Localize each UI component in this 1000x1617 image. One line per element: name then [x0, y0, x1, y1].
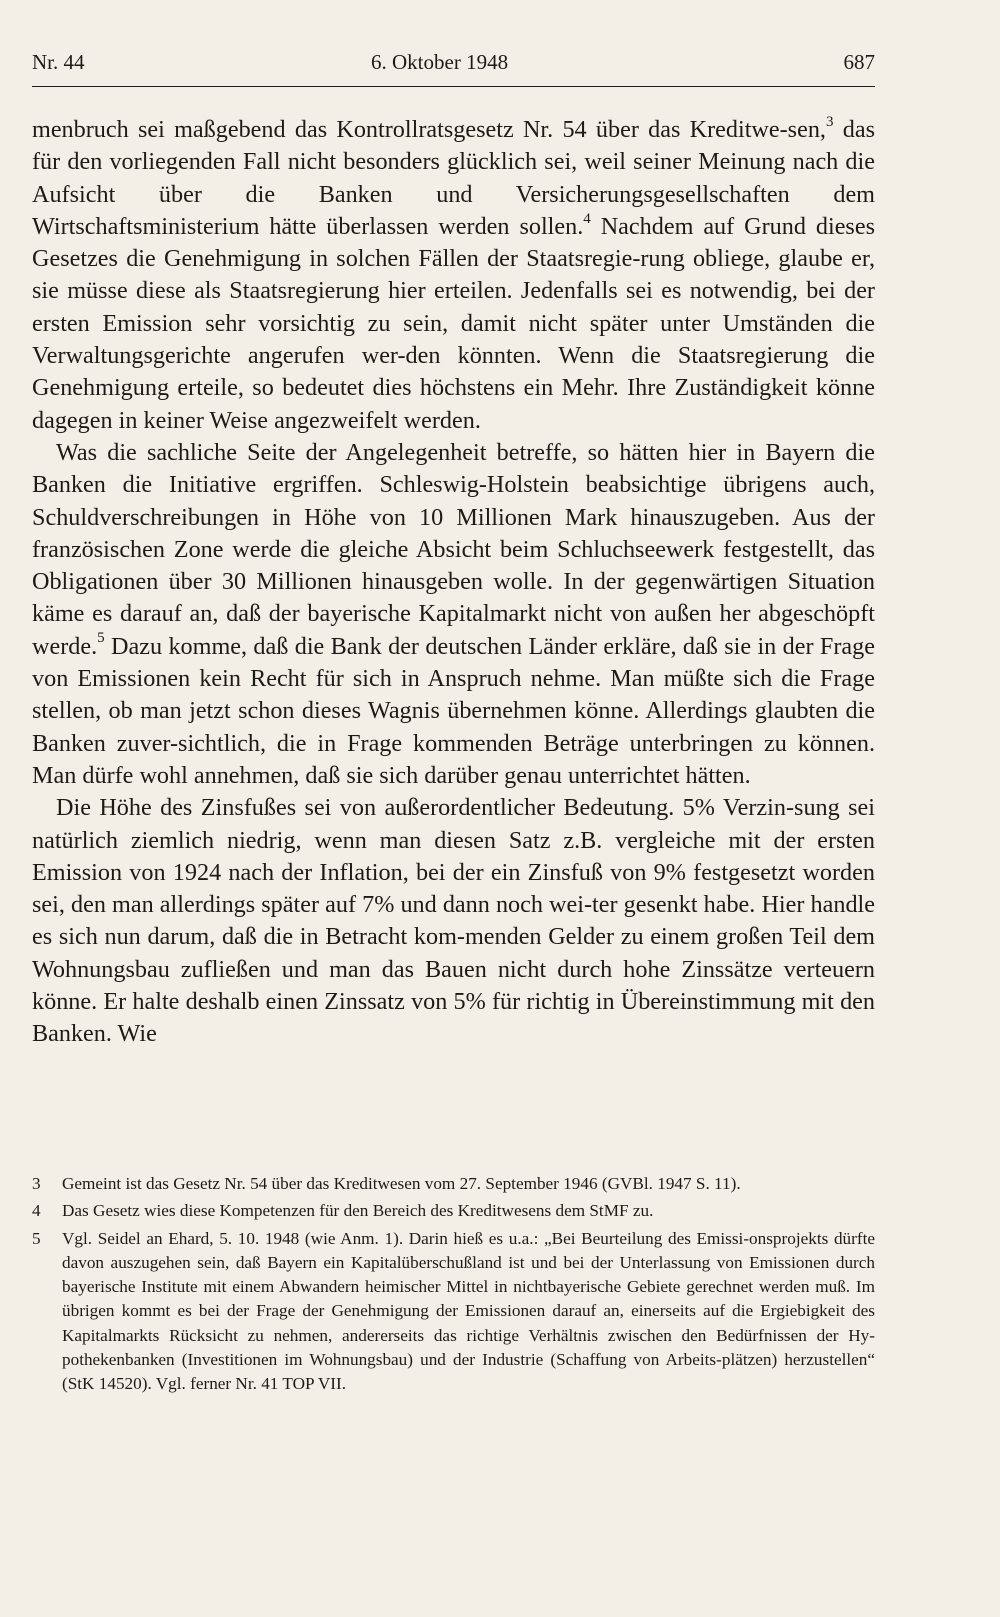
- body-text: [32, 114, 875, 1051]
- paragraph-text: Was die sachliche Seite der Angelegenheit betreffe, so hätten hier in Bayern die Banken die Initiative ergriffen. Schleswig-Holstein beabsichtige übrigens auch, Schuldverschreibungen in Höhe von 10 Millionen Mark hinauszugeben. Aus der französischen Zone werde die gleiche Absicht beim Schluchseewerk festgestellt, das Obligationen über 30 Millionen hinausgeben wolle. In der gegenwärtigen Situation käme es darauf an, daß der bayerische Kapitalmarkt nicht von außen her abgeschöpft werde.: [32, 438, 875, 660]
- footnote-text: Vgl. Seidel an Ehard, 5. 10. 1948 (wie Anm. 1). Darin hieß es u.a.: „Bei Beurteilung des Emissi-onsprojekts dürfte davon auszugehen sein, daß Bayern ein Kapitalüberschußland ist und bei der Unterlassung von Emissionen durch bayerische Institute mit einem Abwandern heimischer Mittel in nichtbayerische Gebiete gerechnet werden muß. Im übrigen kommt es bei der Frage der Genehmigung der Emissionen darauf an, einerseits auf die Ergiebigkeit des Kapitalmarkts Rücksicht zu nehmen, andererseits das richtige Verhältnis zwischen den Bedürfnissen der Hy-pothekenbanken (Investitionen im Wohnungsbau) und der Industrie (Schaffung von Arbeits-plätzen) herzustellen“ (StK 14520). Vgl. ferner Nr. 41 TOP VII.: [62, 1228, 875, 1394]
- body-paragraph: [32, 437, 875, 792]
- footnote: [32, 1172, 875, 1196]
- footnote-reference: 4: [583, 210, 591, 227]
- body-paragraph: [32, 792, 875, 1050]
- footnote-number: 4: [32, 1201, 41, 1221]
- footnote: [32, 1199, 875, 1223]
- page-number: 687: [843, 50, 875, 74]
- protocol-number: Nr. 44: [32, 50, 85, 74]
- footnote-reference: 3: [825, 113, 834, 130]
- footnotes: [32, 1172, 875, 1400]
- paragraph-text: Die Höhe des Zinsfußes sei von außerordentlicher Bedeutung. 5% Verzin-sung sei natürlich ziemlich niedrig, wenn man diesen Satz z.B. vergleiche mit der ersten Emission von 1924 nach der Inflation, bei der ein Zinsfuß von 9% festgesetzt worden sei, den man allerdings später auf 7% und dann noch wei-ter gesenkt habe. Hier handle es sich nun darum, daß die in Betracht kom-menden Gelder zu einem großen Teil dem Wohnungsbau zufließen und man das Bauen nicht durch hohe Zinssätze verteuern könne. Er halte deshalb einen Zinssatz von 5% für richtig in Übereinstimmung mit den Banken. Wie: [32, 794, 875, 1048]
- paragraph-text: Dazu komme, daß die Bank der deutschen Länder erkläre, daß sie in der Frage von Emissionen kein Recht für sich in Anspruch nehme. Man müßte sich die Frage stellen, ob man jetzt schon dieses Wagnis übernehmen könne. Allerdings glaubten die Banken zuver-sichtlich, die in Frage kommenden Beträge unterbringen zu können. Man dürfe wohl annehmen, daß sie sich darüber genau unterrichtet hätten.: [32, 632, 875, 789]
- footnote: [32, 1227, 875, 1397]
- footnote-reference: 5: [97, 630, 105, 647]
- paragraph-text: das für den vorliegenden Fall nicht besonders glücklich sei, weil seiner Meinung nach die Aufsicht über die Banken und Versicherungsgesellschaften dem Wirtschaftsministerium hätte überlassen werden sollen.: [32, 116, 875, 240]
- footnote-text: Gemeint ist das Gesetz Nr. 54 über das Kreditwesen vom 27. September 1946 (GVBl. 1947 S. 11).: [62, 1174, 741, 1193]
- body-paragraph: [32, 114, 875, 437]
- header-date: 6. Oktober 1948: [371, 50, 509, 74]
- paragraph-text: menbruch sei maßgebend das Kontrollratsgesetz Nr. 54 über das Kreditwe-sen,: [32, 116, 826, 143]
- footnote-number: 5: [32, 1228, 41, 1248]
- footnote-number: 3: [32, 1174, 41, 1193]
- paragraph-text: Nachdem auf Grund dieses Gesetzes die Genehmigung in solchen Fällen der Staatsregie-rung obliege, glaube er, sie müsse diese als Staatsregierung hier erteilen. Jedenfalls sei es notwendig, bei der ersten Emission sehr vorsichtig zu sein, damit nicht später unter Umständen die Verwaltungsgerichte angerufen wer-den könnten. Wenn die Staatsregierung die Genehmigung erteile, so bedeutet dies höchstens ein Mehr. Ihre Zuständigkeit könne dagegen in keiner Weise angezweifelt werden.: [32, 212, 875, 434]
- footnote-text: Das Gesetz wies diese Kompetenzen für den Bereich des Kreditwesens dem StMF zu.: [62, 1201, 654, 1221]
- running-header: [32, 46, 875, 87]
